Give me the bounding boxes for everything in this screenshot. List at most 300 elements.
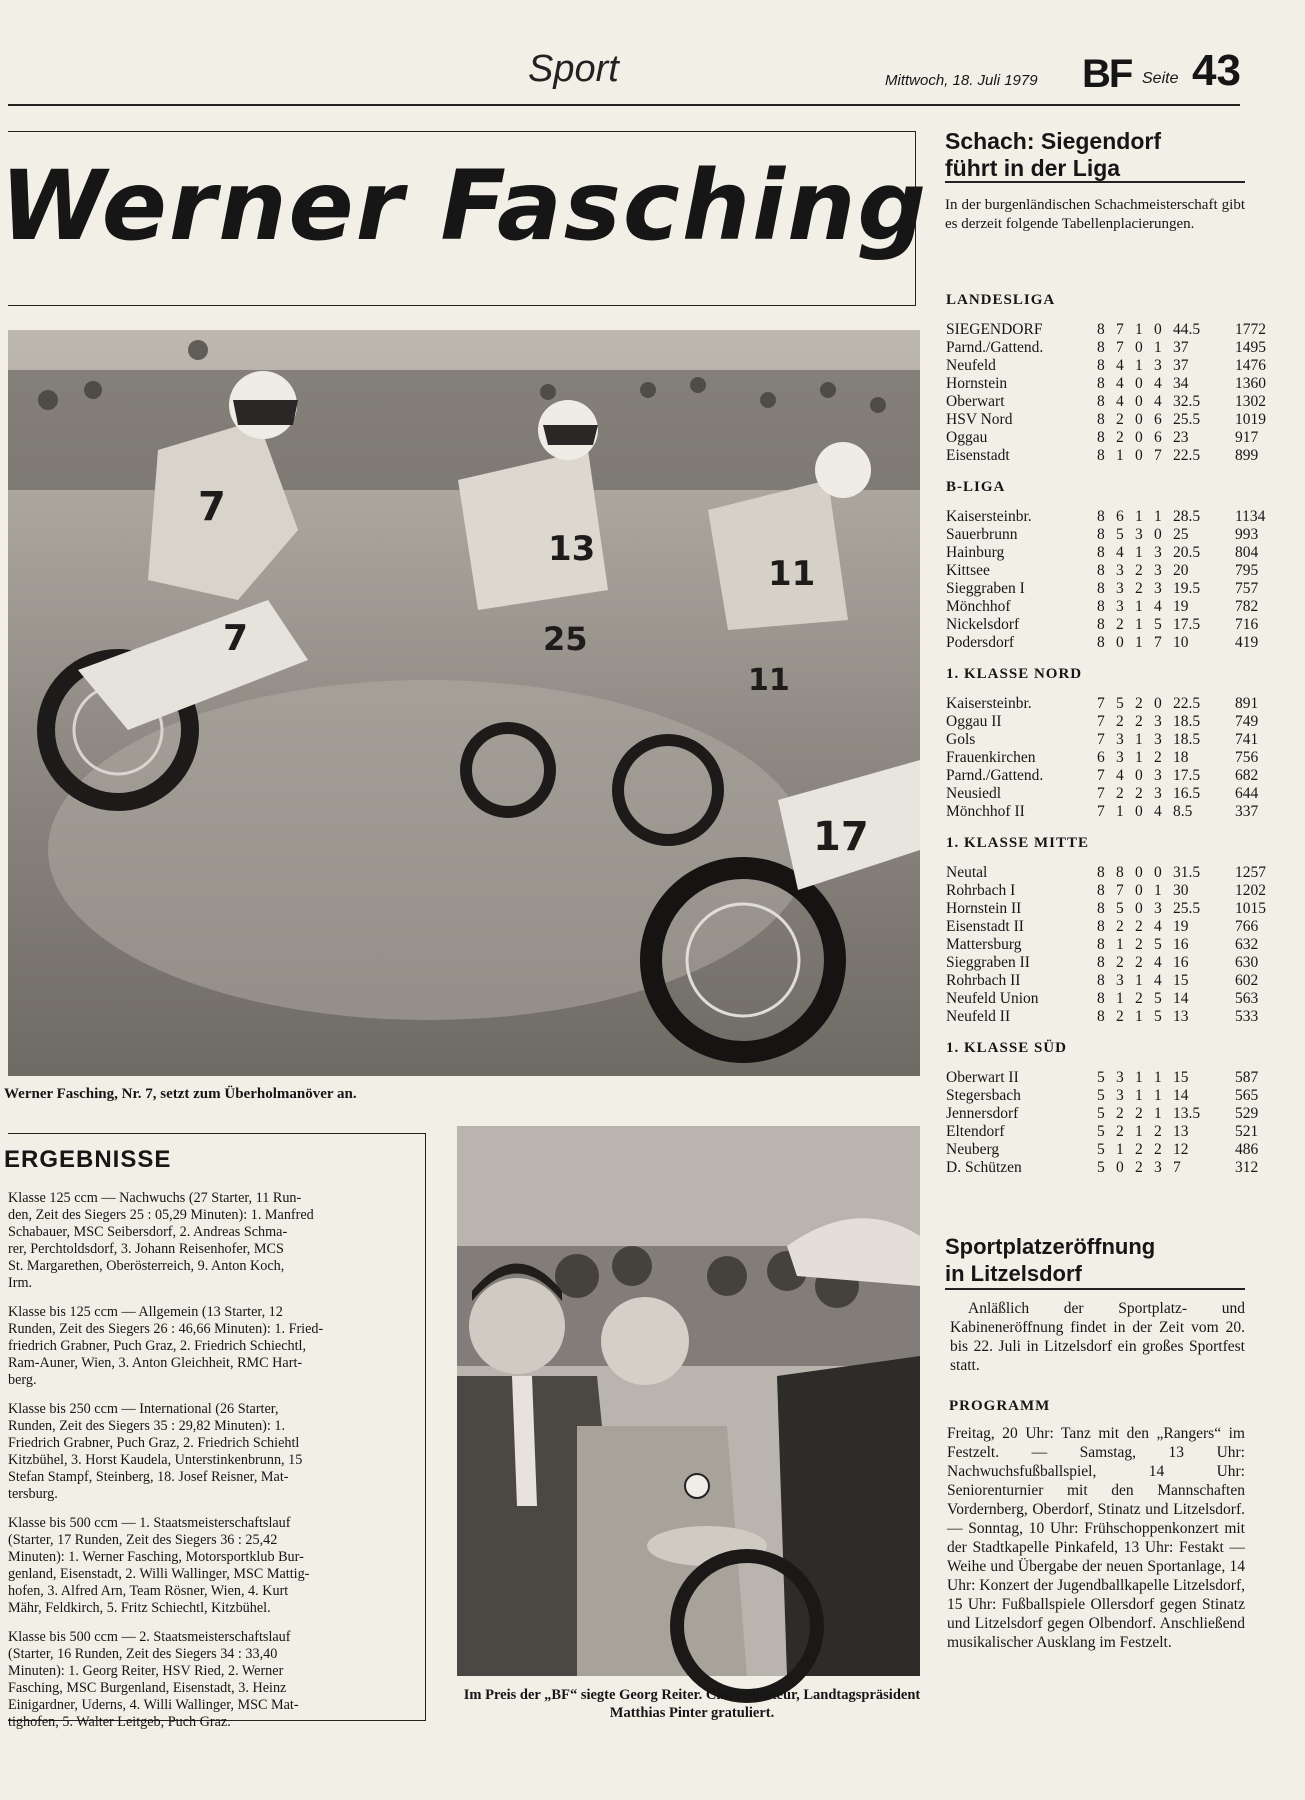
standings-pts: 8.5 xyxy=(1173,803,1193,820)
standings-l: 0 xyxy=(1154,526,1162,543)
result-line: Friedrich Grabner, Puch Graz, 2. Friedrich Schiehtl xyxy=(8,1435,300,1451)
chess-headline xyxy=(945,128,1245,182)
standings-row xyxy=(945,749,1259,767)
standings-bp: 632 xyxy=(1235,936,1259,953)
standings-w: 1 xyxy=(1116,1141,1124,1158)
standings-pts: 13 xyxy=(1173,1008,1189,1025)
standings-bp: 682 xyxy=(1235,767,1259,784)
standings-d: 1 xyxy=(1135,1069,1143,1086)
result-line: Runden, Zeit des Siegers 35 : 29,82 Minuten): 1. xyxy=(8,1418,286,1434)
standings-team: Kaisersteinbr. xyxy=(946,508,1032,525)
standings-bp: 741 xyxy=(1235,731,1259,748)
standings-l: 3 xyxy=(1154,1159,1162,1176)
standings-row xyxy=(945,1008,1259,1026)
standings-l: 2 xyxy=(1154,1141,1162,1158)
standings-d: 2 xyxy=(1135,785,1143,802)
standings-row xyxy=(945,882,1266,900)
standings-l: 3 xyxy=(1154,580,1162,597)
standings-l: 4 xyxy=(1154,803,1162,820)
result-entry xyxy=(8,1304,418,1389)
standings-team: Hornstein II xyxy=(946,900,1022,917)
standings-team: Stegersbach xyxy=(946,1087,1021,1104)
standings-w: 3 xyxy=(1116,749,1124,766)
standings-d: 2 xyxy=(1135,1159,1143,1176)
standings-row xyxy=(945,1141,1259,1159)
standings-d: 1 xyxy=(1135,1123,1143,1140)
standings-d: 1 xyxy=(1135,749,1143,766)
standings-l: 0 xyxy=(1154,321,1162,338)
standings-bp: 766 xyxy=(1235,918,1259,935)
standings-games: 8 xyxy=(1097,634,1105,651)
standings-games: 8 xyxy=(1097,882,1105,899)
result-entry xyxy=(8,1190,418,1292)
standings-w: 3 xyxy=(1116,562,1124,579)
standings-row xyxy=(945,429,1259,447)
standings-games: 8 xyxy=(1097,375,1105,392)
standings-row xyxy=(945,990,1259,1008)
standings-team: Rohrbach I xyxy=(946,882,1016,899)
standings-games: 8 xyxy=(1097,526,1105,543)
sportplatz-intro: Anläßlich der Sportplatz- und Kabineneröffnung findet in der Zeit vom 20. bis 22. Juli in Litzelsdorf ein großes Sportfest statt. xyxy=(950,1300,1245,1374)
standings-pts: 32.5 xyxy=(1173,393,1201,410)
standings-team: Neufeld Union xyxy=(946,990,1039,1007)
page-label: Seite xyxy=(1142,70,1179,87)
standings-w: 2 xyxy=(1116,411,1124,428)
standings-bp: 917 xyxy=(1235,429,1259,446)
main-headline: Werner Fasching xyxy=(0,150,929,262)
league-name: B-LIGA xyxy=(946,479,1006,495)
result-line: Einigardner, Uderns, 4. Willi Wallinger, MSC Mat- xyxy=(8,1697,299,1713)
standings-row xyxy=(945,1087,1259,1105)
standings-bp: 1202 xyxy=(1235,882,1266,899)
standings-l: 5 xyxy=(1154,1008,1162,1025)
standings-d: 3 xyxy=(1135,526,1143,543)
standings-d: 0 xyxy=(1135,393,1143,410)
standings-bp: 795 xyxy=(1235,562,1259,579)
standings-team: Hainburg xyxy=(946,544,1005,561)
standings-pts: 19 xyxy=(1173,918,1189,935)
standings-row xyxy=(945,918,1259,936)
standings-team: Oberwart xyxy=(946,393,1005,410)
standings-d: 1 xyxy=(1135,634,1143,651)
standings-team: Neuberg xyxy=(946,1141,1000,1158)
standings-bp: 756 xyxy=(1235,749,1259,766)
result-line: Klasse bis 500 ccm — 1. Staatsmeisterschaftslauf xyxy=(8,1515,291,1531)
standings-games: 8 xyxy=(1097,429,1105,446)
result-line: Mähr, Feldkirch, 5. Fritz Schiechtl, Kitzbühel. xyxy=(8,1600,271,1616)
standings-row xyxy=(945,562,1259,580)
standings-pts: 37 xyxy=(1173,339,1189,356)
standings-games: 8 xyxy=(1097,411,1105,428)
standings-team: Neufeld II xyxy=(946,1008,1011,1025)
standings-d: 1 xyxy=(1135,357,1143,374)
standings-w: 4 xyxy=(1116,767,1124,784)
standings-pts: 22.5 xyxy=(1173,447,1201,464)
standings-bp: 630 xyxy=(1235,954,1259,971)
standings-d: 1 xyxy=(1135,544,1143,561)
standings-team: Sauerbrunn xyxy=(946,526,1018,543)
league-name: LANDESLIGA xyxy=(946,292,1056,308)
standings-l: 3 xyxy=(1154,785,1162,802)
standings-w: 8 xyxy=(1116,864,1124,881)
award-presentation-photo xyxy=(457,1126,920,1676)
standings-d: 0 xyxy=(1135,429,1143,446)
standings-l: 4 xyxy=(1154,598,1162,615)
standings-row xyxy=(945,634,1259,652)
standings-team: SIEGENDORF xyxy=(946,321,1043,338)
standings-pts: 12 xyxy=(1173,1141,1189,1158)
section-title: Sport xyxy=(528,48,619,90)
standings-pts: 17.5 xyxy=(1173,616,1201,633)
standings-row xyxy=(945,375,1266,393)
standings-games: 7 xyxy=(1097,767,1105,784)
standings-w: 1 xyxy=(1116,803,1124,820)
standings-pts: 20.5 xyxy=(1173,544,1201,561)
standings-w: 2 xyxy=(1116,918,1124,935)
standings-pts: 25.5 xyxy=(1173,900,1201,917)
standings-games: 8 xyxy=(1097,936,1105,953)
standings-games: 8 xyxy=(1097,562,1105,579)
standings-games: 8 xyxy=(1097,954,1105,971)
standings-row xyxy=(945,508,1266,526)
standings-d: 1 xyxy=(1135,1008,1143,1025)
standings-bp: 587 xyxy=(1235,1069,1259,1086)
standings-w: 1 xyxy=(1116,447,1124,464)
standings-games: 8 xyxy=(1097,447,1105,464)
standings-row xyxy=(945,713,1259,731)
result-line: Klasse bis 500 ccm — 2. Staatsmeisterschaftslauf xyxy=(8,1629,291,1645)
standings-d: 2 xyxy=(1135,580,1143,597)
standings-pts: 7 xyxy=(1173,1159,1181,1176)
standings-pts: 17.5 xyxy=(1173,767,1201,784)
standings-l: 6 xyxy=(1154,429,1162,446)
standings-pts: 15 xyxy=(1173,1069,1189,1086)
standings-l: 2 xyxy=(1154,1123,1162,1140)
standings-l: 3 xyxy=(1154,357,1162,374)
standings-bp: 782 xyxy=(1235,598,1259,615)
standings-l: 1 xyxy=(1154,1087,1162,1104)
standings-w: 4 xyxy=(1116,357,1124,374)
standings-team: Mönchhof xyxy=(946,598,1011,615)
standings-l: 1 xyxy=(1154,508,1162,525)
standings-pts: 13.5 xyxy=(1173,1105,1201,1122)
result-line: den, Zeit des Siegers 25 : 05,29 Minuten): 1. Manfred xyxy=(8,1207,314,1223)
standings-games: 5 xyxy=(1097,1105,1105,1122)
standings-team: Mönchhof II xyxy=(946,803,1025,820)
chess-headline-line1: Schach: Siegendorf xyxy=(945,128,1161,154)
standings-w: 5 xyxy=(1116,900,1124,917)
standings-row xyxy=(945,767,1259,785)
standings-team: Neutal xyxy=(946,864,988,881)
standings-row xyxy=(945,447,1259,465)
result-line: (Starter, 17 Runden, Zeit des Siegers 36 : 25,42 xyxy=(8,1532,278,1548)
result-line: (Starter, 16 Runden, Zeit des Siegers 34 : 33,40 xyxy=(8,1646,278,1662)
svg-text:11: 11 xyxy=(768,554,816,594)
standings-bp: 337 xyxy=(1235,803,1259,820)
svg-text:13: 13 xyxy=(548,529,596,569)
standings-bp: 1476 xyxy=(1235,357,1266,374)
standings-games: 7 xyxy=(1097,713,1105,730)
result-line: Irm. xyxy=(8,1275,33,1291)
standings-d: 0 xyxy=(1135,339,1143,356)
result-entry xyxy=(8,1629,418,1731)
standings-games: 8 xyxy=(1097,339,1105,356)
standings-row xyxy=(945,954,1259,972)
standings-row xyxy=(945,972,1259,990)
standings-l: 4 xyxy=(1154,972,1162,989)
standings-pts: 22.5 xyxy=(1173,695,1201,712)
standings-w: 2 xyxy=(1116,429,1124,446)
standings-row xyxy=(945,1069,1259,1087)
standings-games: 5 xyxy=(1097,1123,1105,1140)
header-rule xyxy=(8,104,1240,106)
standings-team: Sieggraben I xyxy=(946,580,1025,597)
standings-d: 1 xyxy=(1135,321,1143,338)
standings-row xyxy=(945,695,1259,713)
league-table xyxy=(945,292,1266,465)
standings-bp: 533 xyxy=(1235,1008,1259,1025)
result-line: Klasse bis 125 ccm — Allgemein (13 Starter, 12 xyxy=(8,1304,283,1320)
result-entry xyxy=(8,1401,418,1503)
standings-row xyxy=(945,411,1266,429)
standings-w: 4 xyxy=(1116,544,1124,561)
standings-pts: 23 xyxy=(1173,429,1189,446)
standings-w: 4 xyxy=(1116,375,1124,392)
chess-rule xyxy=(945,181,1245,183)
standings-w: 7 xyxy=(1116,321,1124,338)
standings-d: 0 xyxy=(1135,375,1143,392)
standings-row xyxy=(945,900,1266,918)
standings-games: 8 xyxy=(1097,1008,1105,1025)
standings-pts: 30 xyxy=(1173,882,1189,899)
standings-l: 3 xyxy=(1154,544,1162,561)
svg-text:17: 17 xyxy=(813,814,869,860)
standings-w: 1 xyxy=(1116,990,1124,1007)
standings-games: 5 xyxy=(1097,1159,1105,1176)
standings-pts: 19 xyxy=(1173,598,1189,615)
sportplatz-rule xyxy=(945,1288,1245,1290)
standings-d: 0 xyxy=(1135,447,1143,464)
standings-row xyxy=(945,1105,1259,1123)
standings-games: 8 xyxy=(1097,393,1105,410)
standings-row xyxy=(945,393,1266,411)
standings-l: 6 xyxy=(1154,411,1162,428)
result-line: Ram-Auner, Wien, 3. Anton Gleichheit, RMC Hart- xyxy=(8,1355,303,1371)
standings-l: 0 xyxy=(1154,864,1162,881)
standings-d: 2 xyxy=(1135,562,1143,579)
standings-w: 3 xyxy=(1116,731,1124,748)
result-line: tighofen, 5. Walter Leitgeb, Puch Graz. xyxy=(8,1714,231,1730)
standings-bp: 1772 xyxy=(1235,321,1266,338)
result-entry xyxy=(8,1515,418,1617)
standings-l: 3 xyxy=(1154,767,1162,784)
result-line: genland, Eisenstadt, 2. Willi Wallinger, MSC Mattig- xyxy=(8,1566,310,1582)
standings-pts: 28.5 xyxy=(1173,508,1201,525)
standings-bp: 749 xyxy=(1235,713,1259,730)
standings-bp: 993 xyxy=(1235,526,1259,543)
league-name: 1. KLASSE SÜD xyxy=(946,1040,1067,1056)
standings-l: 4 xyxy=(1154,375,1162,392)
standings-w: 3 xyxy=(1116,1087,1124,1104)
result-line: Stefan Stampf, Steinberg, 18. Josef Reisner, Mat- xyxy=(8,1469,289,1485)
svg-text:25: 25 xyxy=(543,620,588,658)
standings-w: 2 xyxy=(1116,713,1124,730)
standings-pts: 18 xyxy=(1173,749,1189,766)
standings-w: 6 xyxy=(1116,508,1124,525)
standings-bp: 804 xyxy=(1235,544,1259,561)
results-list xyxy=(8,1190,418,1743)
result-line: Fasching, MSC Burgenland, Eisenstadt, 3. Heinz xyxy=(8,1680,287,1696)
standings-team: D. Schützen xyxy=(946,1159,1022,1176)
standings-games: 8 xyxy=(1097,972,1105,989)
standings-row xyxy=(945,598,1259,616)
standings-games: 5 xyxy=(1097,1087,1105,1104)
standings-team: Parnd./Gattend. xyxy=(946,339,1044,356)
standings-team: Eisenstadt II xyxy=(946,918,1024,935)
standings-w: 2 xyxy=(1116,1105,1124,1122)
standings-games: 7 xyxy=(1097,695,1105,712)
standings-team: Neusiedl xyxy=(946,785,1002,802)
program-text: Freitag, 20 Uhr: Tanz mit den „Rangers“ im Festzelt. — Samstag, 13 Uhr: Nachwuchsfußballspiel, 14 Uhr: Seniorenturnier mit den Mannschaften Vordernberg, Oberdorf, Stinatz und Litzelsdorf. — Sonntag, 10 Uhr: Frühschoppenkonzert mit der Stadtkapelle Pinkafeld, 13 Uhr: Festakt — Weihe und Übergabe der neuen Sportanlage, 14 Uhr: Konzert der Jugendballkapelle Litzelsdorf, 15 Uhr: Fußballspiele Ollersdorf gegen Stinatz und Litzelsdorf gegen Olbendorf. Anschließend musikalischer Ausklang im Festzelt. xyxy=(947,1425,1245,1651)
standings-w: 2 xyxy=(1116,1123,1124,1140)
standings-row xyxy=(945,864,1266,882)
standings-d: 2 xyxy=(1135,713,1143,730)
result-line: hofen, 3. Alfred Arn, Team Rösner, Wien, 4. Kurt xyxy=(8,1583,289,1599)
standings-d: 0 xyxy=(1135,767,1143,784)
standings-l: 3 xyxy=(1154,900,1162,917)
standings-l: 7 xyxy=(1154,447,1162,464)
chess-intro: In der burgenländischen Schachmeisterschaft gibt es derzeit folgende Tabellenplacierungen. xyxy=(945,197,1245,232)
standings-team: Eisenstadt xyxy=(946,447,1010,464)
standings-team: Mattersburg xyxy=(946,936,1022,953)
program-title: PROGRAMM xyxy=(949,1398,1051,1414)
standings-d: 2 xyxy=(1135,1105,1143,1122)
standings-l: 1 xyxy=(1154,1069,1162,1086)
standings-team: HSV Nord xyxy=(946,411,1013,428)
standings-pts: 34 xyxy=(1173,375,1189,392)
standings-l: 5 xyxy=(1154,936,1162,953)
standings-l: 0 xyxy=(1154,695,1162,712)
standings-team: Jennersdorf xyxy=(946,1105,1019,1122)
standings-team: Kittsee xyxy=(946,562,990,579)
standings-bp: 899 xyxy=(1235,447,1259,464)
standings-pts: 15 xyxy=(1173,972,1189,989)
standings-pts: 14 xyxy=(1173,1087,1189,1104)
standings-d: 0 xyxy=(1135,803,1143,820)
standings-games: 8 xyxy=(1097,864,1105,881)
standings-games: 7 xyxy=(1097,803,1105,820)
standings-pts: 25 xyxy=(1173,526,1189,543)
issue-date: Mittwoch, 18. Juli 1979 xyxy=(885,72,1038,89)
standings-games: 5 xyxy=(1097,1141,1105,1158)
standings-games: 8 xyxy=(1097,580,1105,597)
result-line: Klasse bis 250 ccm — International (26 Starter, xyxy=(8,1401,279,1417)
standings-w: 2 xyxy=(1116,1008,1124,1025)
result-line: Klasse 125 ccm — Nachwuchs (27 Starter, 11 Run- xyxy=(8,1190,302,1206)
result-line: friedrich Grabner, Puch Graz, 2. Friedrich Schiechtl, xyxy=(8,1338,307,1354)
result-line: rer, Perchtoldsdorf, 3. Johann Reisenhofer, MCS xyxy=(8,1241,284,1257)
standings-d: 2 xyxy=(1135,918,1143,935)
league-table xyxy=(945,479,1266,652)
result-line: berg. xyxy=(8,1372,37,1388)
standings-bp: 565 xyxy=(1235,1087,1259,1104)
standings-w: 7 xyxy=(1116,882,1124,899)
sportplatz-headline-line1: Sportplatzeröffnung xyxy=(945,1234,1156,1259)
result-line: Minuten): 1. Georg Reiter, HSV Ried, 2. Werner xyxy=(8,1663,284,1679)
standings-bp: 891 xyxy=(1235,695,1259,712)
standings-games: 8 xyxy=(1097,990,1105,1007)
standings-l: 3 xyxy=(1154,562,1162,579)
standings-bp: 716 xyxy=(1235,616,1259,633)
chess-headline-line2: führt in der Liga xyxy=(945,155,1121,181)
standings-l: 5 xyxy=(1154,616,1162,633)
svg-text:7: 7 xyxy=(198,484,226,530)
award-photo-caption: Im Preis der „BF“ siegte Georg Reiter. Chefredakteur, Landtagspräsident Matthias Pinter gratuliert. xyxy=(463,1687,921,1721)
standings-w: 5 xyxy=(1116,695,1124,712)
standings-d: 0 xyxy=(1135,900,1143,917)
standings-pts: 14 xyxy=(1173,990,1189,1007)
results-box xyxy=(4,1133,426,1730)
standings-w: 0 xyxy=(1116,634,1124,651)
standings-bp: 602 xyxy=(1235,972,1259,989)
standings-w: 2 xyxy=(1116,616,1124,633)
standings-l: 7 xyxy=(1154,634,1162,651)
standings-w: 2 xyxy=(1116,954,1124,971)
sportplatz-headline-line2: in Litzelsdorf xyxy=(945,1261,1082,1286)
standings-l: 3 xyxy=(1154,731,1162,748)
standings-w: 1 xyxy=(1116,936,1124,953)
standings-d: 1 xyxy=(1135,508,1143,525)
standings-bp: 1360 xyxy=(1235,375,1266,392)
standings-bp: 486 xyxy=(1235,1141,1259,1158)
standings-w: 3 xyxy=(1116,580,1124,597)
standings-team: Sieggraben II xyxy=(946,954,1030,971)
standings-bp: 419 xyxy=(1235,634,1259,651)
standings-row xyxy=(945,1159,1259,1177)
standings-l: 1 xyxy=(1154,339,1162,356)
standings-bp: 1302 xyxy=(1235,393,1266,410)
standings-l: 5 xyxy=(1154,990,1162,1007)
standings-w: 7 xyxy=(1116,339,1124,356)
sportplatz-headline xyxy=(945,1233,1245,1287)
league-table xyxy=(945,1040,1259,1177)
motocross-race-photo xyxy=(8,330,920,1076)
standings-bp: 757 xyxy=(1235,580,1259,597)
standings-d: 1 xyxy=(1135,598,1143,615)
standings-bp: 1134 xyxy=(1235,508,1266,525)
standings-w: 5 xyxy=(1116,526,1124,543)
standings-games: 7 xyxy=(1097,731,1105,748)
standings-games: 7 xyxy=(1097,785,1105,802)
standings-l: 4 xyxy=(1154,918,1162,935)
standings-games: 8 xyxy=(1097,357,1105,374)
standings-pts: 18.5 xyxy=(1173,713,1201,730)
standings-d: 2 xyxy=(1135,936,1143,953)
standings-team: Oberwart II xyxy=(946,1069,1019,1086)
standings-row xyxy=(945,526,1259,544)
result-line: tersburg. xyxy=(8,1486,58,1502)
standings-w: 4 xyxy=(1116,393,1124,410)
standings-l: 1 xyxy=(1154,1105,1162,1122)
standings-d: 0 xyxy=(1135,864,1143,881)
standings-row xyxy=(945,731,1259,749)
headline-box xyxy=(0,131,929,306)
svg-text:11: 11 xyxy=(748,663,790,698)
standings-w: 0 xyxy=(1116,1159,1124,1176)
standings-d: 1 xyxy=(1135,616,1143,633)
standings-team: Nickelsdorf xyxy=(946,616,1020,633)
standings-games: 8 xyxy=(1097,598,1105,615)
